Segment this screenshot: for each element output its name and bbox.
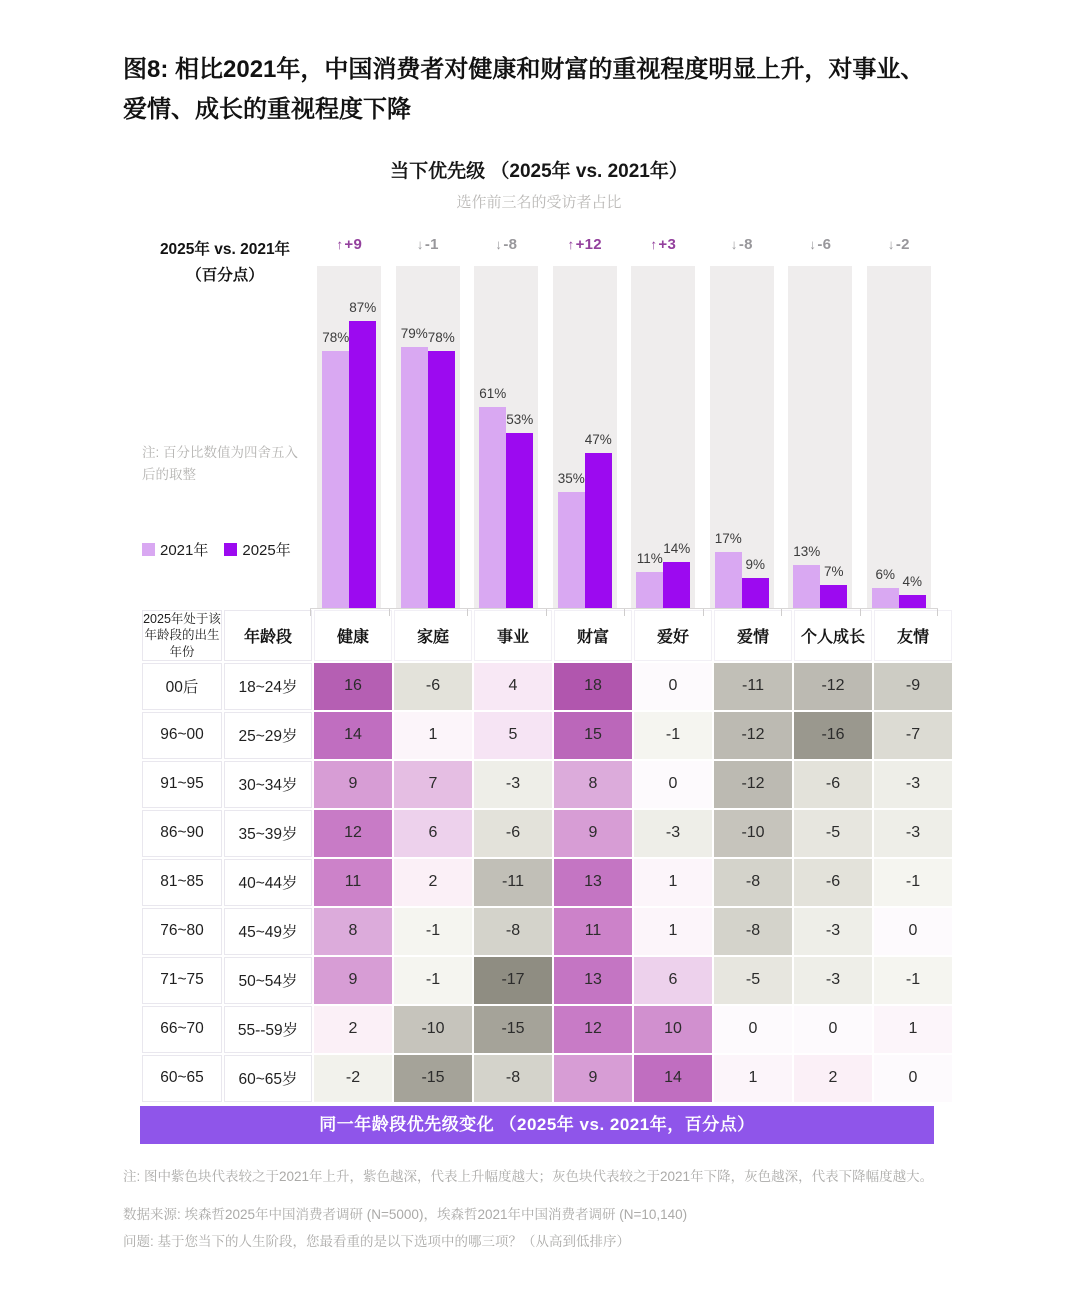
value-cell: -12: [714, 761, 792, 808]
value-cell: -3: [874, 810, 952, 857]
birth-year-cell: 66~70: [142, 1006, 222, 1053]
chart-column-8: [860, 236, 939, 608]
age-group-cell: 55--59岁: [224, 1006, 312, 1053]
value-cell: -8: [714, 908, 792, 955]
bar-2025: [349, 300, 377, 608]
header-category-6: 爱情: [714, 610, 792, 661]
value-cell: -10: [394, 1006, 472, 1053]
value-cell: -3: [474, 761, 552, 808]
header-category-5: 爱好: [634, 610, 712, 661]
arrow-down-icon: ↓: [416, 237, 424, 252]
bar-2025: [427, 330, 455, 608]
value-cell: 0: [874, 1055, 952, 1102]
delta-value: ↑+12: [567, 236, 602, 253]
chart-column-track: [396, 266, 460, 608]
value-cell: -1: [634, 712, 712, 759]
table-banner: 同一年龄段优先级变化 （2025年 vs. 2021年，百分点）: [140, 1106, 934, 1144]
value-cell: -11: [474, 859, 552, 906]
bar-2021: [793, 544, 821, 608]
figure-title-line2: 爱情、成长的重视程度下降: [123, 96, 411, 123]
value-cell: 11: [314, 859, 392, 906]
value-cell: -2: [314, 1055, 392, 1102]
arrow-up-icon: ↑: [567, 237, 575, 252]
delta-value: ↓-1: [416, 236, 439, 253]
value-cell: -3: [794, 957, 872, 1004]
chart-title: 当下优先级 （2025年 vs. 2021年）: [390, 161, 688, 182]
table-row: [142, 663, 952, 710]
table-row: [142, 859, 952, 906]
chart-column-track: [474, 266, 538, 608]
header-category-3: 事业: [474, 610, 552, 661]
age-group-cell: 50~54岁: [224, 957, 312, 1004]
bar-value-label: 9%: [745, 557, 766, 572]
value-cell: 6: [394, 810, 472, 857]
value-cell: -16: [794, 712, 872, 759]
value-cell: -11: [714, 663, 792, 710]
legend-item-2021: [142, 539, 208, 560]
birth-year-cell: 76~80: [142, 908, 222, 955]
value-cell: -3: [794, 908, 872, 955]
value-cell: -15: [474, 1006, 552, 1053]
value-cell: 0: [634, 663, 712, 710]
value-cell: 11: [554, 908, 632, 955]
value-cell: 0: [714, 1006, 792, 1053]
table-header-row: [142, 610, 952, 661]
chart-column-track: [317, 266, 381, 608]
value-cell: 14: [634, 1055, 712, 1102]
bar-2025: [506, 412, 534, 608]
age-group-cell: 30~34岁: [224, 761, 312, 808]
value-cell: -12: [794, 663, 872, 710]
value-cell: -1: [874, 859, 952, 906]
value-cell: 1: [634, 908, 712, 955]
value-cell: 12: [314, 810, 392, 857]
chart-column-2: [389, 236, 468, 608]
arrow-up-icon: ↑: [336, 237, 344, 252]
chart-column-3: [467, 236, 546, 608]
value-cell: 13: [554, 957, 632, 1004]
bar-value-label: 6%: [875, 567, 896, 582]
value-cell: -12: [714, 712, 792, 759]
value-cell: 9: [554, 810, 632, 857]
age-group-cell: 35~39岁: [224, 810, 312, 857]
header-birth-years: 2025年处于该年龄段的出生年份: [142, 610, 222, 661]
value-cell: -8: [714, 859, 792, 906]
bar-value-label: 7%: [823, 564, 844, 579]
age-group-cell: 25~29岁: [224, 712, 312, 759]
chart-column-track: [867, 266, 931, 608]
value-cell: 4: [474, 663, 552, 710]
value-cell: 8: [314, 908, 392, 955]
value-cell: 9: [314, 957, 392, 1004]
chart-left-zone: [140, 236, 310, 608]
bar-2025: [820, 564, 847, 608]
value-cell: 2: [314, 1006, 392, 1053]
bar-value-label: 53%: [506, 412, 534, 427]
value-cell: -15: [394, 1055, 472, 1102]
value-cell: -6: [794, 859, 872, 906]
legend-swatch-2025: [224, 543, 237, 556]
figure-title-line1: 图8: 相比2021年，中国消费者对健康和财富的重视程度明显上升，对事业、: [123, 56, 925, 83]
chart-column-5: [624, 236, 703, 608]
delta-caption-line2: （百分点）: [186, 267, 264, 284]
birth-year-cell: 86~90: [142, 810, 222, 857]
header-category-4: 财富: [554, 610, 632, 661]
value-cell: 1: [394, 712, 472, 759]
footnote-color-note: 注: 图中紫色块代表较之于2021年上升，紫色越深，代表上升幅度越大；灰色块代表较之于2021年下降，灰色越深，代表下降幅度越大。: [123, 1168, 934, 1184]
legend-label-2021: 2021年: [160, 542, 209, 559]
chart-subtitle: 选作前三名的受访者占比: [456, 194, 622, 211]
value-cell: 2: [794, 1055, 872, 1102]
birth-year-cell: 81~85: [142, 859, 222, 906]
bar-value-label: 61%: [479, 386, 507, 401]
chart-column-6: [703, 236, 782, 608]
figure-title: [123, 50, 993, 130]
delta-caption-line1: 2025年 vs. 2021年: [159, 241, 291, 258]
bar-2025: [899, 574, 926, 608]
delta-value: ↓-8: [495, 236, 518, 253]
bar-2021: [714, 531, 742, 608]
value-cell: 10: [634, 1006, 712, 1053]
chart-columns: [310, 236, 938, 609]
header-age-group: 年龄段: [224, 610, 312, 661]
birth-year-cell: 00后: [142, 663, 222, 710]
bar-chart: [140, 236, 938, 608]
value-cell: 2: [394, 859, 472, 906]
bar-2025: [584, 432, 612, 608]
age-group-cell: 60~65岁: [224, 1055, 312, 1102]
arrow-down-icon: ↓: [809, 237, 817, 252]
rounding-note: 注: 百分比数值为四舍五入后的取整: [142, 445, 299, 483]
legend-item-2025: [224, 539, 290, 560]
bar-value-label: 35%: [557, 471, 585, 486]
bar-value-label: 11%: [636, 551, 663, 566]
value-cell: -1: [874, 957, 952, 1004]
bar-value-label: 4%: [902, 574, 923, 589]
delta-value: ↓-6: [809, 236, 832, 253]
value-cell: 0: [794, 1006, 872, 1053]
chart-column-track: [788, 266, 852, 608]
value-cell: 5: [474, 712, 552, 759]
bar-2021: [872, 567, 899, 608]
delta-value: ↑+3: [650, 236, 677, 253]
value-cell: 1: [714, 1055, 792, 1102]
bar-value-label: 47%: [584, 432, 612, 447]
bar-2025: [742, 557, 769, 608]
value-cell: 7: [394, 761, 472, 808]
value-cell: -17: [474, 957, 552, 1004]
bar-value-label: 79%: [400, 326, 428, 341]
birth-year-cell: 60~65: [142, 1055, 222, 1102]
chart-column-4: [546, 236, 625, 608]
delta-value: ↓-8: [730, 236, 753, 253]
bar-2021: [400, 326, 428, 608]
birth-year-cell: 91~95: [142, 761, 222, 808]
value-cell: -6: [474, 810, 552, 857]
chart-column-track: [710, 266, 774, 608]
bar-value-label: 87%: [349, 300, 377, 315]
birth-year-cell: 71~75: [142, 957, 222, 1004]
value-cell: -7: [874, 712, 952, 759]
value-cell: 9: [554, 1055, 632, 1102]
bar-value-label: 78%: [427, 330, 455, 345]
value-cell: -8: [474, 1055, 552, 1102]
value-cell: 14: [314, 712, 392, 759]
table-row: [142, 908, 952, 955]
age-group-cell: 18~24岁: [224, 663, 312, 710]
value-cell: -10: [714, 810, 792, 857]
chart-column-track: [631, 266, 695, 608]
bar-2025: [663, 541, 691, 608]
bar-2021: [479, 386, 507, 608]
bar-value-label: 13%: [793, 544, 821, 559]
table-row: [142, 1006, 952, 1053]
arrow-up-icon: ↑: [650, 237, 658, 252]
table-row: [142, 712, 952, 759]
header-category-7: 个人成长: [794, 610, 872, 661]
age-group-cell: 40~44岁: [224, 859, 312, 906]
value-cell: 18: [554, 663, 632, 710]
arrow-down-icon: ↓: [495, 237, 503, 252]
value-cell: 8: [554, 761, 632, 808]
bar-value-label: 14%: [663, 541, 691, 556]
birth-year-cell: 96~00: [142, 712, 222, 759]
value-cell: -6: [394, 663, 472, 710]
delta-value: ↓-2: [887, 236, 910, 253]
table-row: [142, 761, 952, 808]
value-cell: -5: [794, 810, 872, 857]
chart-column-7: [781, 236, 860, 608]
value-cell: -1: [394, 957, 472, 1004]
delta-caption: [140, 236, 310, 289]
priority-change-table: [140, 608, 954, 1104]
bar-2021: [322, 330, 350, 608]
value-cell: -9: [874, 663, 952, 710]
value-cell: 15: [554, 712, 632, 759]
table-row: [142, 1055, 952, 1102]
header-category-8: 友情: [874, 610, 952, 661]
bar-value-label: 78%: [322, 330, 350, 345]
value-cell: -5: [714, 957, 792, 1004]
table-row: [142, 810, 952, 857]
chart-column-1: [310, 236, 389, 608]
value-cell: 16: [314, 663, 392, 710]
header-category-2: 家庭: [394, 610, 472, 661]
value-cell: 1: [874, 1006, 952, 1053]
header-category-1: 健康: [314, 610, 392, 661]
value-cell: 13: [554, 859, 632, 906]
bar-2021: [557, 471, 585, 608]
chart-column-track: [553, 266, 617, 608]
value-cell: -6: [794, 761, 872, 808]
table-row: [142, 957, 952, 1004]
footnote-question: 问题: 基于您当下的人生阶段，您最看重的是以下选项中的哪三项？（从高到低排序）: [123, 1234, 631, 1250]
value-cell: 0: [634, 761, 712, 808]
footnotes: [123, 1166, 1003, 1254]
value-cell: -3: [874, 761, 952, 808]
value-cell: -3: [634, 810, 712, 857]
value-cell: 12: [554, 1006, 632, 1053]
arrow-down-icon: ↓: [730, 237, 738, 252]
value-cell: -8: [474, 908, 552, 955]
legend-swatch-2021: [142, 543, 155, 556]
value-cell: 9: [314, 761, 392, 808]
bar-2021: [636, 551, 663, 608]
value-cell: 6: [634, 957, 712, 1004]
value-cell: 1: [634, 859, 712, 906]
value-cell: -1: [394, 908, 472, 955]
chart-legend: [142, 539, 291, 560]
arrow-down-icon: ↓: [887, 237, 895, 252]
footnote-source: 数据来源: 埃森哲2025年中国消费者调研 (N=5000)，埃森哲2021年中国消费者调研 (N=10,140): [123, 1206, 688, 1222]
bar-value-label: 17%: [714, 531, 742, 546]
value-cell: 0: [874, 908, 952, 955]
age-group-cell: 45~49岁: [224, 908, 312, 955]
legend-label-2025: 2025年: [242, 542, 291, 559]
delta-value: ↑+9: [336, 236, 363, 253]
